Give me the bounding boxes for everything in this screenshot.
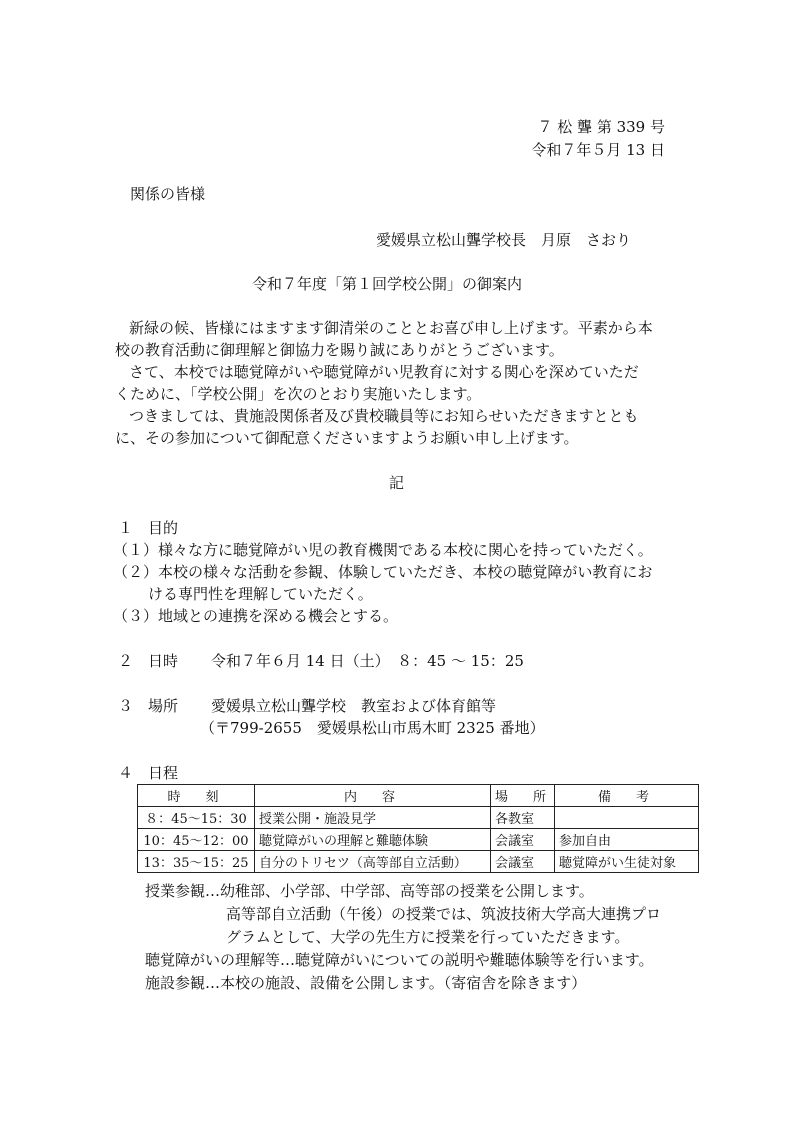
body-line: 校の教育活動に御理解と御協力を賜り誠にありがとうございます。 xyxy=(115,341,564,359)
purpose-item: （１）様々な方に聴覚障がい児の教育機関である本校に関心を持っていただく。 xyxy=(113,541,653,559)
table-cell: 会議室 xyxy=(491,851,555,873)
event-place: 愛媛県立松山聾学校 教室および体育館等 xyxy=(211,697,497,715)
table-cell: 13：35〜15：25 xyxy=(138,851,255,873)
sender: 愛媛県立松山聾学校長 月原 さおり xyxy=(376,231,632,249)
event-address: （〒799‐2655 愛媛県松山市馬木町 2325 番地） xyxy=(200,719,545,737)
purpose-item: （３）地域との連携を深める機会とする。 xyxy=(113,607,399,625)
schedule-table xyxy=(137,784,699,873)
table-cell: ８：45〜15：30 xyxy=(138,807,255,829)
body-line: 新緑の候、皆様にはますます御清栄のこととお喜び申し上げます。平素から本 xyxy=(129,319,653,337)
schedule-note: グラムとして、大学の先生方に授業を行っていただきます。 xyxy=(226,928,630,946)
purpose-item: （２）本校の様々な活動を参観、体験していただき、本校の聴覚障がい教育にお xyxy=(113,563,653,581)
schedule-note: 聴覚障がいの理解等…聴覚障がいについての説明や難聴体験等を行います。 xyxy=(145,951,654,969)
table-row xyxy=(138,829,699,851)
table-cell: 聴覚障がい生徒対象 xyxy=(555,851,699,873)
schedule-note: 授業参観…幼稚部、小学部、中学部、高等部の授業を公開します。 xyxy=(145,882,594,900)
issue-date: 令和７年５月 13 日 xyxy=(531,141,665,159)
table-row xyxy=(138,851,699,873)
table-cell: 聴覚障がいの理解と難聴体験 xyxy=(255,829,491,851)
schedule-note: 高等部自立活動（午後）の授業では、筑波技術大学高大連携プロ xyxy=(226,905,662,923)
section-heading: ４ 日程 xyxy=(118,764,179,782)
purpose-item: ける専門性を理解していただく。 xyxy=(148,585,373,603)
letter-title: 令和７年度「第１回学校公開」の御案内 xyxy=(252,275,523,293)
table-cell: 授業公開・施設見学 xyxy=(255,807,491,829)
table-cell: 10：45〜12：00 xyxy=(138,829,255,851)
column-header-time: 時 刻 xyxy=(138,785,255,807)
section-heading: ２ 日時 xyxy=(118,652,179,670)
table-cell: 参加自由 xyxy=(555,829,699,851)
body-line: つきましては、貴施設関係者及び貴校職員等にお知らせいただきますととも xyxy=(129,407,639,425)
event-datetime: 令和７年６月 14 日（土） ８：45 〜 15：25 xyxy=(211,652,524,670)
ki-heading: 記 xyxy=(389,474,405,492)
table-cell: 各教室 xyxy=(491,807,555,829)
body-line: さて、本校では聴覚障がいや聴覚障がい児教育に対する関心を深めていただ xyxy=(129,363,639,381)
addressee: 関係の皆様 xyxy=(130,185,206,203)
table-cell: 自分のトリセツ（高等部自立活動） xyxy=(255,851,491,873)
body-line: に、その参加について御配意くださいますようお願い申し上げます。 xyxy=(115,429,579,447)
column-header-remarks: 備 考 xyxy=(555,785,699,807)
table-cell: 会議室 xyxy=(491,829,555,851)
table-row xyxy=(138,807,699,829)
schedule-note: 施設参観…本校の施設、設備を公開します。（寄宿舎を除きます） xyxy=(145,974,587,992)
column-header-content: 内 容 xyxy=(255,785,491,807)
table-cell xyxy=(555,807,699,829)
section-heading: ３ 場所 xyxy=(118,697,179,715)
document-number: ７ 松 聾 第 339 号 xyxy=(537,118,665,136)
section-heading: １ 目的 xyxy=(118,519,179,537)
table-header-row xyxy=(138,785,699,807)
body-line: くために、「学校公開」を次のとおり実施いたします。 xyxy=(115,385,482,403)
column-header-place: 場 所 xyxy=(491,785,555,807)
